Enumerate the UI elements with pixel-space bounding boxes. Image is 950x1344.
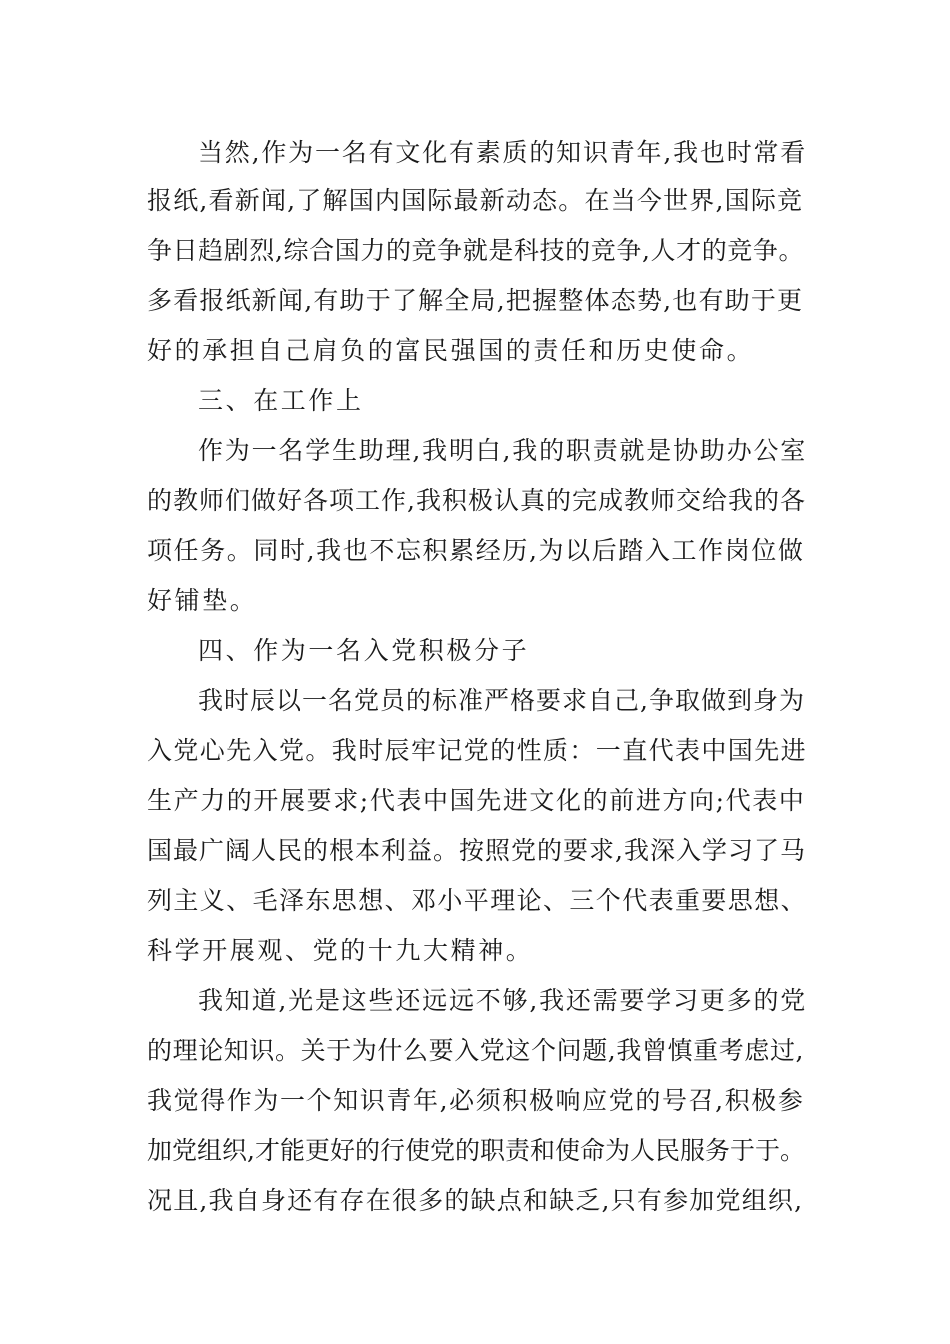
paragraph-line: 我知道,光是这些还远远不够,我还需要学习更多的党 [198, 986, 808, 1015]
paragraph-line: 科学开展观、党的十九大精神。 [147, 936, 534, 965]
paragraph-line: 报纸,看新闻,了解国内国际最新动态。在当今世界,国际竞 [147, 186, 804, 215]
paragraph-line: 争日趋剧烈,综合国力的竞争就是科技的竞争,人才的竞争。 [147, 236, 805, 265]
paragraph-line: 好铺垫。 [147, 586, 258, 615]
paragraph-line: 多看报纸新闻,有助于了解全局,把握整体态势,也有助于更 [147, 286, 804, 315]
paragraph-line: 况且,我自身还有存在很多的缺点和缺乏,只有参加党组织, [147, 1186, 804, 1215]
paragraph-line: 当然,作为一名有文化有素质的知识青年,我也时常看 [198, 138, 808, 167]
paragraph-line: 作为一名学生助理,我明白,我的职责就是协助办公室 [198, 436, 808, 465]
paragraph-line: 的理论知识。关于为什么要入党这个问题,我曾慎重考虑过, [147, 1036, 805, 1065]
paragraph-line: 国最广阔人民的根本利益。按照党的要求,我深入学习了马 [147, 836, 806, 865]
section-heading: 四、作为一名入党积极分子 [198, 636, 530, 665]
paragraph-line: 好的承担自己肩负的富民强国的责任和历史使命。 [147, 336, 755, 365]
paragraph-line: 入党心先入党。我时辰牢记党的性质：一直代表中国先进 [147, 736, 808, 765]
section-heading: 三、在工作上 [198, 386, 364, 415]
paragraph-line: 我时辰以一名党员的标准严格要求自己,争取做到身为 [198, 686, 805, 715]
paragraph-line: 加党组织,才能更好的行使党的职责和使命为人民服务于于。 [147, 1136, 805, 1165]
paragraph-line: 的教师们做好各项工作,我积极认真的完成教师交给我的各 [147, 486, 806, 515]
paragraph-line: 我觉得作为一个知识青年,必须积极响应党的号召,积极参 [147, 1086, 805, 1115]
paragraph-line: 项任务。同时,我也不忘积累经历,为以后踏入工作岗位做 [147, 536, 805, 565]
paragraph-line: 生产力的开展要求;代表中国先进文化的前进方向;代表中 [147, 786, 806, 815]
paragraph-line: 列主义、毛泽东思想、邓小平理论、三个代表重要思想、 [147, 886, 808, 915]
